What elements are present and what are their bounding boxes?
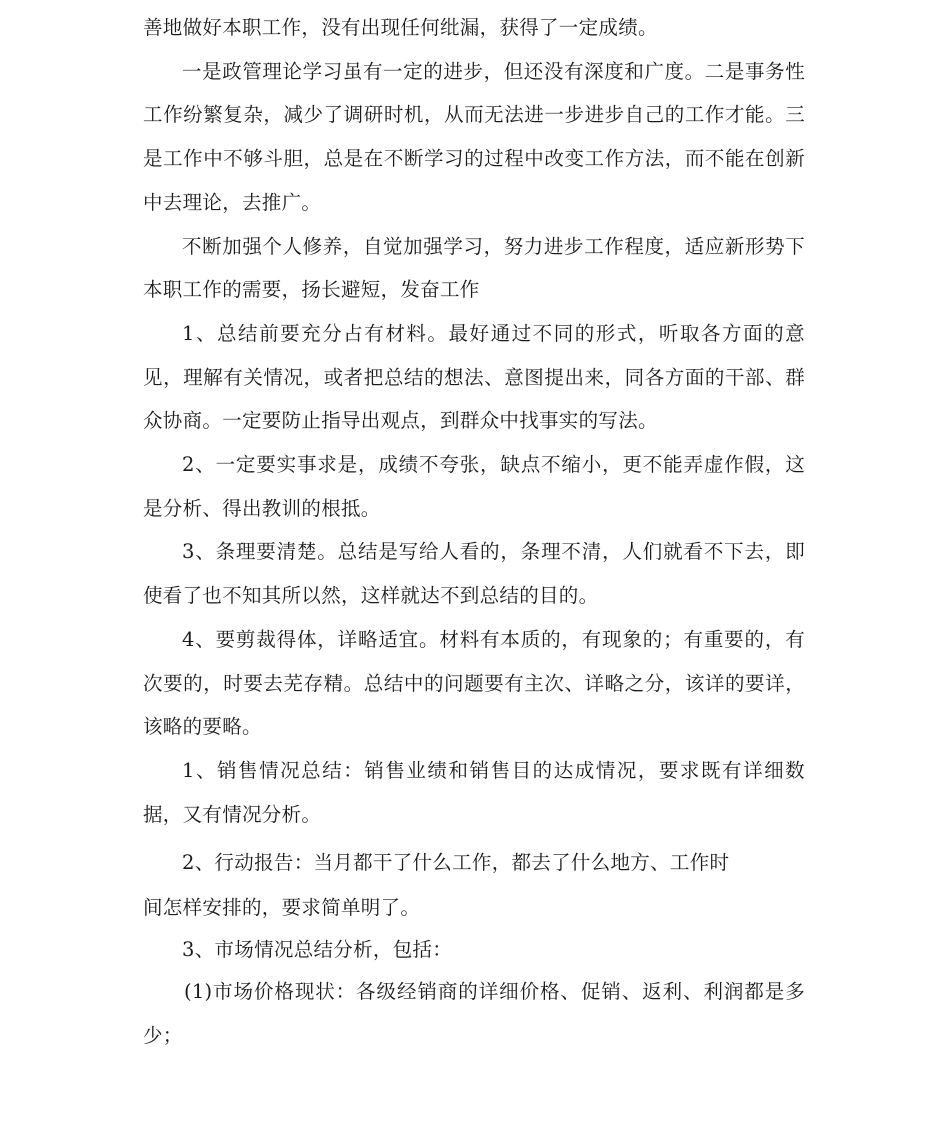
paragraph-market-price: (1)市场价格现状：各级经销商的详细价格、促销、返利、利润都是多少；	[143, 980, 805, 1047]
paragraph-point-3: 3、条理要清楚。总结是写给人看的，条理不清，人们就看不下去，即使看了也不知其所以然，这样就达不到总结的目的。	[143, 540, 805, 608]
paragraph-shortcomings: 一是政管理论学习虽有一定的进步，但还没有深度和广度。二是事务性工作纷繁复杂，减少了调研时机，从而无法进一步进步自己的工作才能。三是工作中不够斗胆，总是在不断学习的过程中改变工作方法，而不能在创新中去理论，去推广。	[143, 59, 805, 214]
paragraph-point-4: 4、要剪裁得体，详略适宜。材料有本质的，有现象的；有重要的，有次要的，时要去芜存精。总结中的问题要有主次、详略之分，该详的要详，该略的要略。	[143, 627, 805, 739]
paragraph-point-1: 1、总结前要充分占有材料。最好通过不同的形式，听取各方面的意见，理解有关情况，或者把总结的想法、意图提出来，同各方面的干部、群众协商。一定要防止指导出观点，到群众中找事实的写法。	[143, 321, 805, 433]
paragraph-improvement: 不断加强个人修养，自觉加强学习，努力进步工作程度，适应新形势下本职工作的需要，扬长避短，发奋工作	[143, 234, 805, 302]
document-body	[143, 6, 805, 1057]
paragraph-continuation: 善地做好本职工作，没有出现任何纰漏，获得了一定成绩。	[143, 16, 658, 39]
paragraph-action-report-continued: 间怎样安排的，要求简单明了。	[143, 896, 421, 920]
paragraph-market-analysis: 3、市场情况总结分析，包括：	[182, 938, 453, 962]
paragraph-point-2: 2、一定要实事求是，成绩不夸张，缺点不缩小，更不能弄虚作假，这是分析、得出教训的根抵。	[143, 453, 805, 520]
paragraph-action-report: 2、行动报告：当月都干了什么工作，都去了什么地方、工作时	[182, 851, 730, 875]
paragraph-sales-summary: 1、销售情况总结：销售业绩和销售目的达成情况，要求既有详细数据，又有情况分析。	[143, 758, 805, 826]
